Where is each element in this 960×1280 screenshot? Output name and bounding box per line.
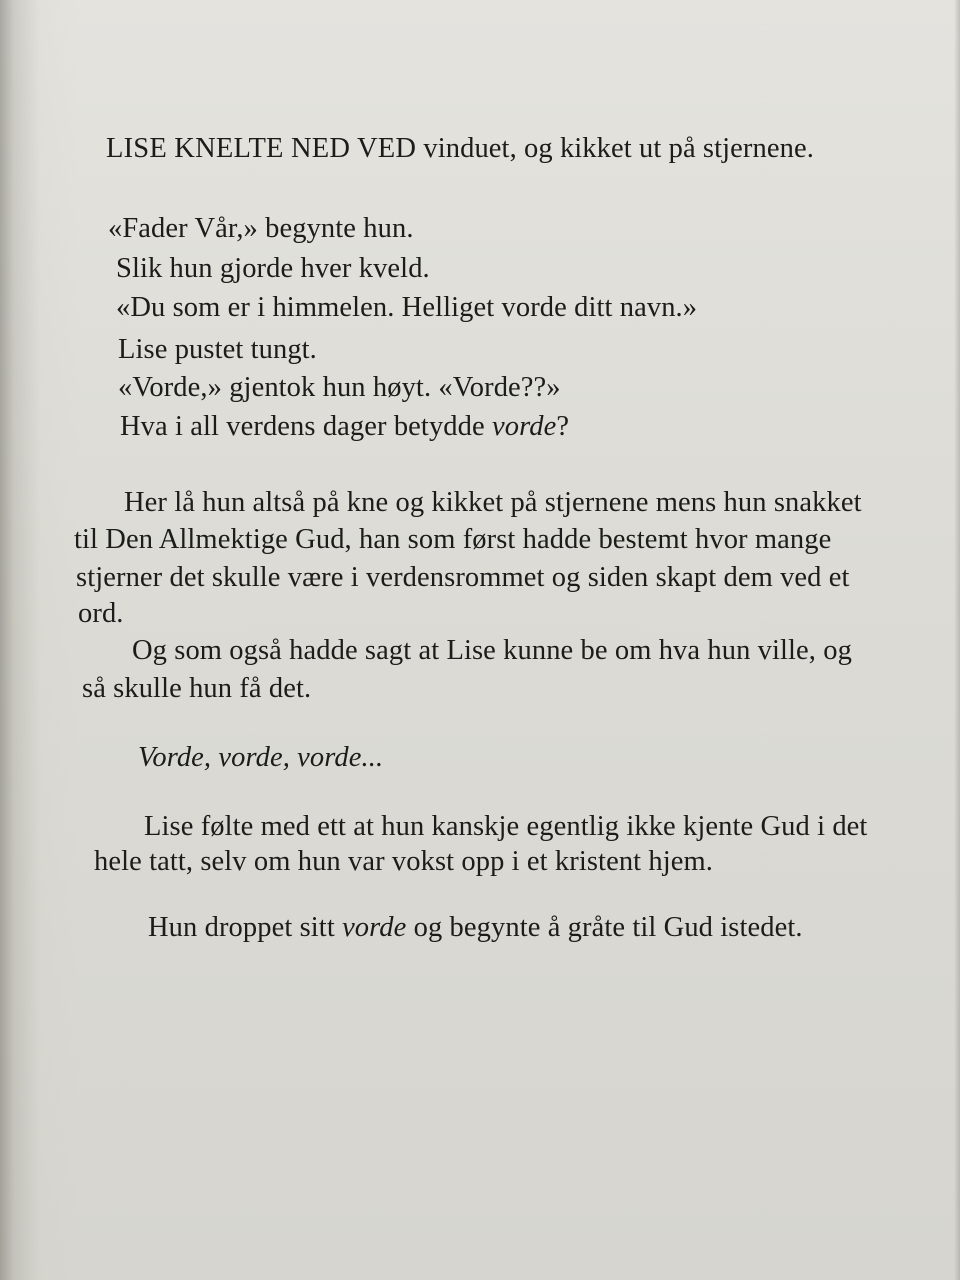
page-edge-shadow [954, 0, 960, 1280]
opening-rest: vinduet, og kikket ut på stjernene. [416, 133, 814, 164]
prayer-line: «Vorde,» gjentok hun høyt. «Vorde??» [118, 372, 561, 403]
question-mark: ? [556, 411, 570, 442]
question-text: Hva i all verdens dager betydde [120, 411, 492, 442]
paragraph-1-line: Her lå hun altså på kne og kikket på stjernene mens hun snakket [124, 487, 862, 518]
opening-caps: LISE KNELTE NED VED [106, 133, 417, 164]
paragraph-3-line: Lise følte med ett at hun kanskje egentlig ikke kjente Gud i det [144, 811, 868, 842]
prayer-line: Lise pustet tungt. [118, 334, 317, 365]
closing-line [148, 911, 803, 945]
paragraph-2-line: så skulle hun få det. [82, 673, 312, 704]
paragraph-1-line: ord. [78, 598, 124, 629]
paragraph-3-line: hele tatt, selv om hun var vokst opp i et kristent hjem. [94, 846, 714, 877]
refrain-text: Vorde, vorde, vorde... [138, 742, 384, 773]
prayer-line: Slik hun gjorde hver kveld. [116, 253, 430, 284]
question-italic: vorde [491, 411, 557, 442]
refrain-line [138, 741, 383, 775]
opening-line [106, 132, 814, 166]
prayer-line: «Du som er i himmelen. Helliget vorde ditt navn.» [116, 292, 698, 323]
paragraph-1-line: til Den Allmektige Gud, han som først hadde bestemt hvor mange [74, 524, 832, 555]
closing-text: Hun droppet sitt [148, 912, 343, 943]
question-line [120, 410, 569, 444]
paragraph-1-line: stjerner det skulle være i verdensrommet og siden skapt dem ved et [76, 562, 850, 593]
closing-rest: og begynte å gråte til Gud istedet. [406, 912, 803, 943]
prayer-line: «Fader Vår,» begynte hun. [108, 213, 414, 244]
paragraph-2-line: Og som også hadde sagt at Lise kunne be om hva hun ville, og [132, 635, 852, 666]
closing-italic: vorde [342, 912, 407, 943]
